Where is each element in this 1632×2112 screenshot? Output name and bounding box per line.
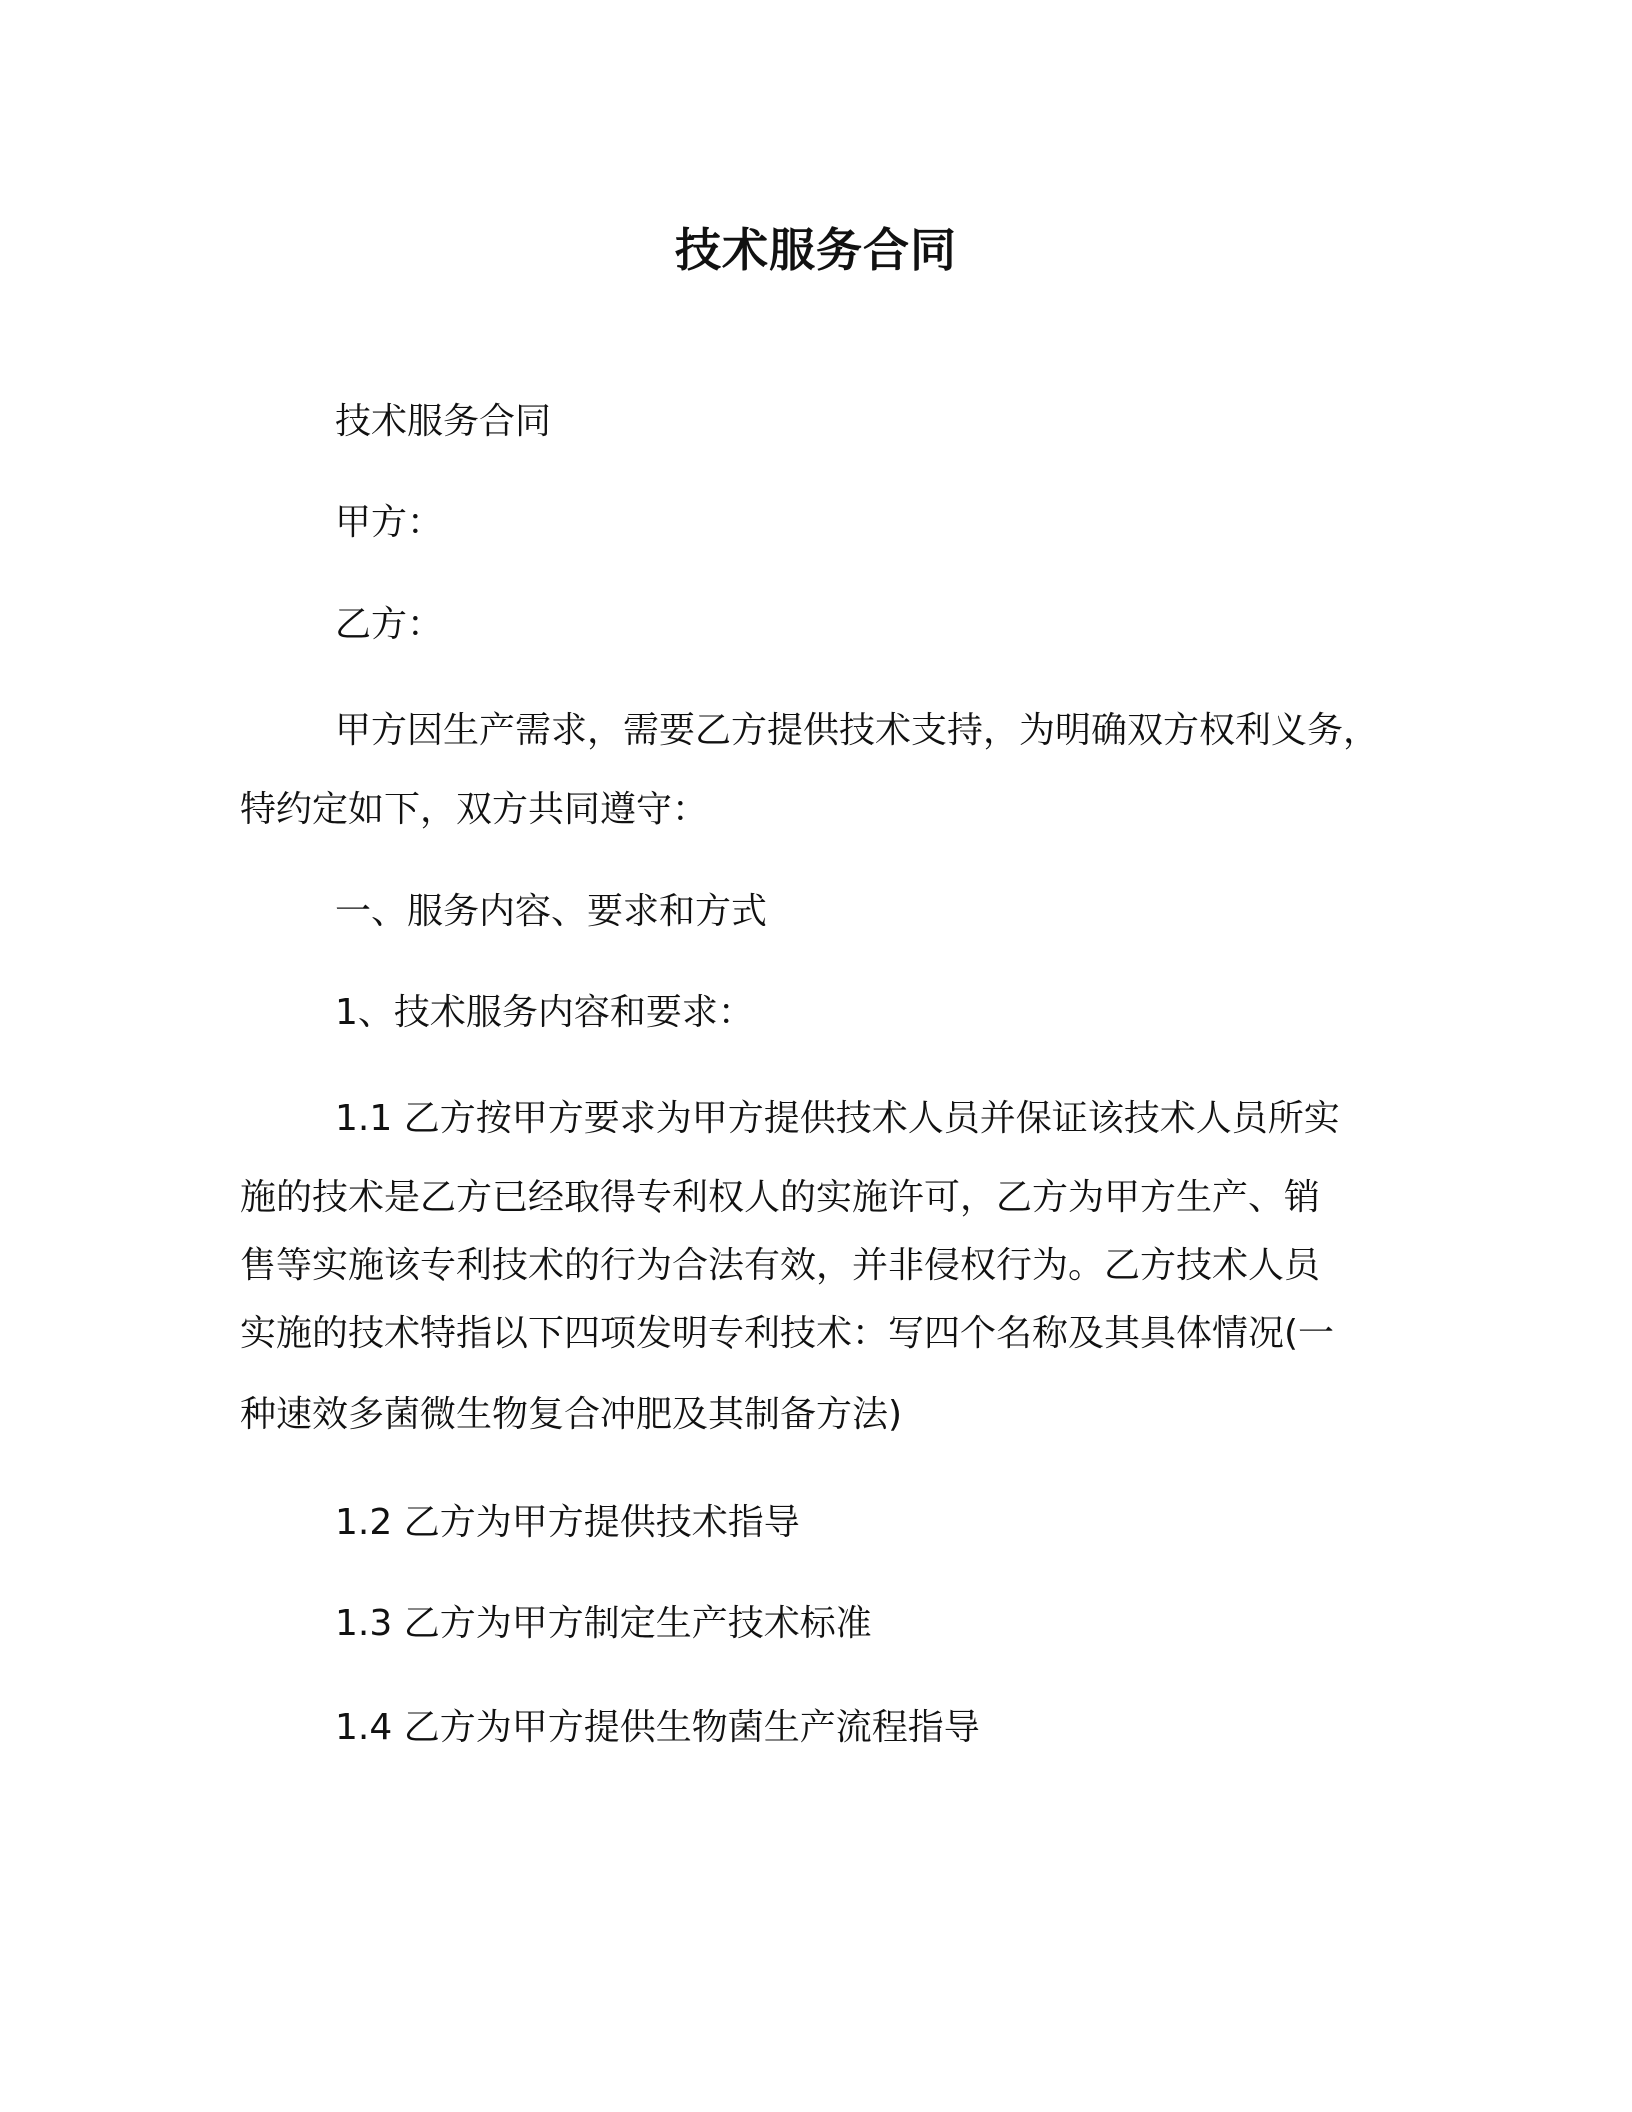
clause-1-1-line-2: 施的技术是乙方已经取得专利权人的实施许可，乙方为甲方生产、销 — [240, 1177, 1321, 1218]
section-heading: 一、服务内容、要求和方式 — [335, 891, 768, 932]
preamble-line-1: 甲方因生产需求，需要乙方提供技术支持，为明确双方权利义务， — [335, 710, 1380, 751]
clause-1-2: 1.2 乙方为甲方提供技术指导 — [335, 1502, 800, 1543]
party-a-label: 甲方： — [335, 502, 444, 543]
clause-1-4: 1.4 乙方为甲方提供生物菌生产流程指导 — [335, 1707, 980, 1748]
clause-1-1-line-4: 实施的技术特指以下四项发明专利技术：写四个名称及其具体情况(一 — [240, 1313, 1335, 1354]
clause-1-1-line-3: 售等实施该专利技术的行为合法有效，并非侵权行为。乙方技术人员 — [240, 1245, 1321, 1286]
clause-1-3: 1.3 乙方为甲方制定生产技术标准 — [335, 1603, 872, 1644]
document-title: 技术服务合同 — [675, 223, 957, 277]
preamble-line-2: 特约定如下，双方共同遵守： — [240, 789, 709, 830]
clause-1-1-line-5: 种速效多菌微生物复合冲肥及其制备方法) — [240, 1394, 903, 1435]
clause-1-1-line-1: 1.1 乙方按甲方要求为甲方提供技术人员并保证该技术人员所实 — [335, 1098, 1340, 1139]
contract-heading: 技术服务合同 — [335, 401, 552, 442]
party-b-label: 乙方： — [335, 604, 444, 645]
subsection-heading: 1、技术服务内容和要求： — [335, 992, 754, 1033]
